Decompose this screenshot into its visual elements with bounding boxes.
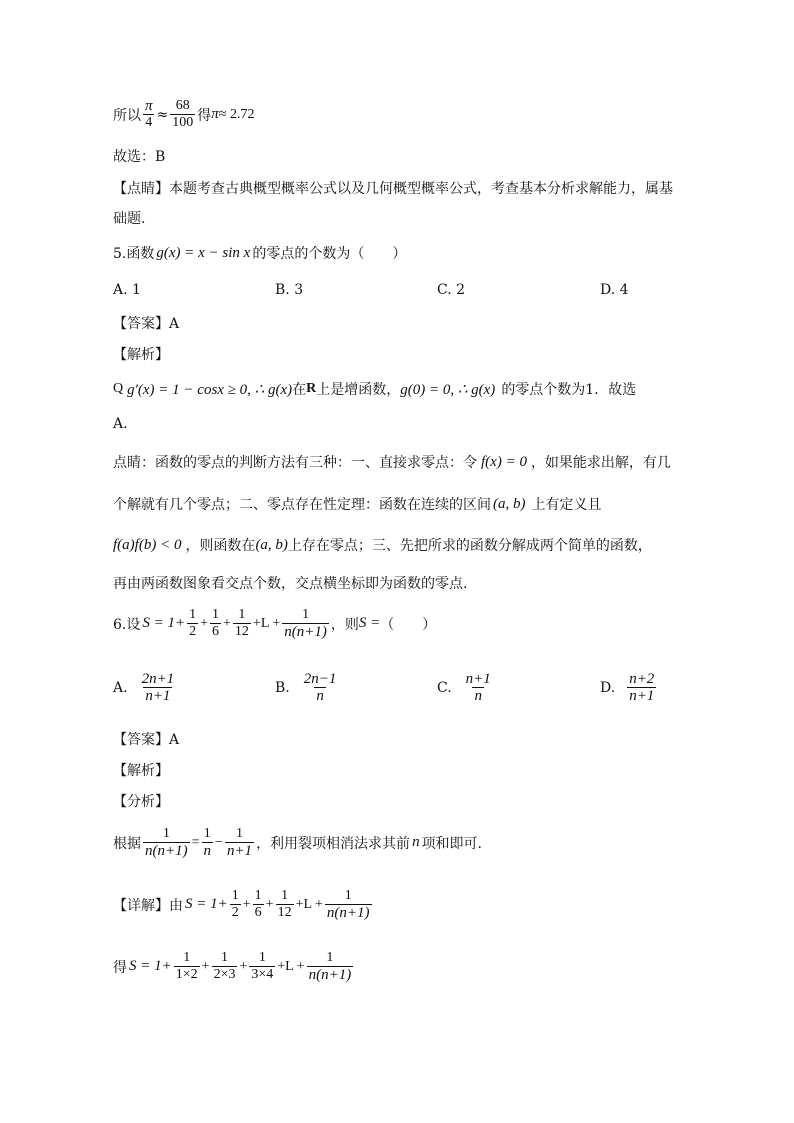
dianjing-1: [113, 452, 671, 472]
math: R: [306, 381, 317, 396]
dianjing-3: [113, 535, 652, 555]
math: ≈ 2.72: [218, 106, 255, 122]
math: S = 1+: [142, 615, 186, 631]
fraction: $\frac{1}{6}$: [254, 888, 262, 920]
option-label: C.: [437, 679, 452, 696]
detail-line-2: [113, 950, 355, 983]
math: =: [191, 834, 200, 850]
text: 项和即可.: [421, 835, 483, 852]
question-6: [113, 607, 436, 640]
text: 5.函数: [113, 246, 155, 262]
q6-option-a: [113, 671, 178, 704]
math: (a, b): [255, 536, 288, 553]
fraction: $\frac{68}{100}$: [172, 98, 194, 130]
q5-option-a: A. 1: [113, 282, 141, 298]
answer-6: 【答案】A: [113, 732, 180, 748]
math: S = 1+: [129, 958, 172, 974]
math: S =: [358, 615, 381, 631]
text: ，则: [330, 616, 359, 633]
math: n: [412, 834, 420, 850]
line-pi-estimate: [113, 98, 254, 131]
q6-option-d: [600, 671, 658, 704]
fraction: $\frac{1}{3\times 4}$: [251, 950, 274, 982]
dianjing-4: 再由两函数图象看交点个数，交点横坐标即为函数的零点.: [113, 576, 468, 592]
text: 上有定义且: [531, 497, 602, 513]
text: 点睛：函数的零点的判断方法有三种：一、直接求零点：令: [113, 455, 477, 471]
math: +: [200, 615, 209, 631]
line-dianjing: 【点睛】本题考查古典概型概率公式以及几何概型概率公式，考查基本分析求解能力，属基: [113, 181, 673, 197]
fraction: $\frac{n+1}{n}$: [465, 671, 491, 704]
fraction: $\frac{1}{1\times 2}$: [175, 950, 198, 982]
text: 【详解】由: [113, 897, 183, 914]
fraction: $\frac{1}{2\times 3}$: [213, 950, 236, 982]
math: +L +: [252, 615, 281, 631]
q5-option-b: B. 3: [275, 282, 304, 298]
answer-5: 【答案】A: [113, 316, 180, 332]
fraction: $\frac{1}{n(n+1)}$: [145, 826, 188, 859]
solution-5-cont: A.: [113, 416, 128, 432]
fraction: $\frac{1}{6}$: [212, 607, 220, 639]
option-label: A.: [113, 679, 128, 696]
math: −: [215, 834, 223, 850]
dianjing-2: [113, 494, 602, 514]
math: (a, b): [493, 495, 526, 512]
text: 在: [292, 382, 307, 398]
basis-line: [113, 826, 482, 859]
math: +: [223, 615, 231, 631]
math: f(a)f(b) < 0: [113, 536, 182, 553]
text: ，利用裂项相消法求其前: [256, 835, 411, 852]
q5-option-c: C. 2: [437, 282, 466, 298]
math: f(x) = 0: [481, 453, 527, 470]
math: g(0) = 0, ∴ g(x): [400, 381, 496, 398]
solution-5: [113, 379, 636, 399]
fraction: $\frac{\pi}{4}$: [145, 98, 153, 130]
math: +L +: [277, 958, 305, 974]
fraction: $\frac{1}{2}$: [231, 888, 239, 920]
text: 的零点的个数为（ ）: [252, 246, 407, 262]
detail-line-1: [113, 888, 374, 921]
fraction: $\frac{1}{n(n+1)}$: [326, 888, 370, 921]
math: S = 1+: [185, 896, 228, 912]
fraction: $\frac{1}{2}$: [189, 607, 197, 639]
text: Q: [113, 381, 124, 396]
text: ≈: [156, 106, 169, 123]
line-dianjing-cont: 础题.: [113, 211, 146, 227]
text: 的零点个数为1．故选: [501, 382, 637, 398]
math: +: [239, 958, 248, 974]
fenxi-6: 【分析】: [113, 794, 169, 810]
text: 根据: [113, 835, 141, 852]
math: +: [265, 896, 274, 912]
math: +L +: [295, 896, 323, 912]
text: ，如果能求出解，有几: [530, 455, 671, 471]
fraction: $\frac{2n-1}{n}$: [303, 671, 337, 704]
text: 上是增函数，: [316, 382, 401, 398]
q6-option-b: [275, 671, 340, 704]
text: 得: [197, 107, 212, 124]
analysis-5: 【解析】: [113, 347, 169, 363]
math: g(x) = x − sin x: [156, 244, 251, 261]
text: 个解就有几个零点；二、零点存在性定理：函数在连续的区间: [113, 497, 491, 513]
q5-option-d: D. 4: [600, 282, 629, 298]
text: （ ）: [380, 616, 437, 633]
math: +: [242, 896, 251, 912]
option-label: B.: [275, 679, 290, 696]
text: ，则函数在: [185, 538, 256, 554]
fraction: $\frac{2n+1}{n+1}$: [141, 671, 175, 704]
fraction: $\frac{1}{n+1}$: [226, 826, 253, 859]
math: g′(x) = 1 − cosx ≥ 0, ∴ g(x): [127, 381, 293, 398]
text: 得: [113, 959, 127, 976]
text: 上存在零点；三、先把所求的函数分解成两个简单的函数，: [287, 538, 652, 554]
fraction: $\frac{1}{12}$: [277, 888, 292, 920]
analysis-6: 【解析】: [113, 763, 169, 779]
text: 所以: [113, 107, 141, 124]
q6-option-c: [437, 671, 495, 704]
math: +: [201, 958, 210, 974]
fraction: $\frac{1}{n(n+1)}$: [284, 607, 327, 640]
option-label: D.: [600, 679, 616, 696]
fraction: $\frac{1}{n(n+1)}$: [308, 950, 352, 983]
math: π: [211, 106, 219, 122]
fraction: $\frac{1}{12}$: [234, 607, 249, 639]
question-5: [113, 243, 406, 263]
line-choice: 故选：B: [113, 149, 166, 165]
text: 6.设: [113, 616, 141, 633]
fraction: $\frac{n+2}{n+1}$: [629, 671, 655, 704]
fraction: $\frac{1}{n}$: [203, 826, 212, 859]
